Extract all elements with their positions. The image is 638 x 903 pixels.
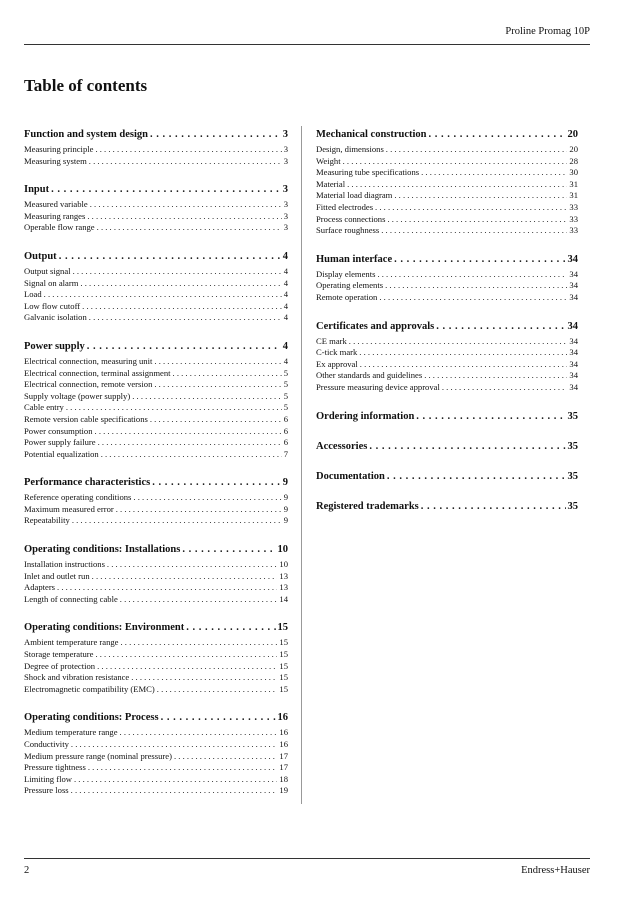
toc-entry-page: 5 bbox=[283, 367, 288, 378]
toc-entry-label: Measuring principle bbox=[24, 144, 94, 154]
dot-leader bbox=[174, 751, 277, 763]
dot-leader bbox=[116, 504, 282, 516]
toc-entry-page: 3 bbox=[283, 155, 288, 166]
toc-section-heading-page: 35 bbox=[567, 500, 578, 512]
toc-entry-label: Low flow cutoff bbox=[24, 300, 81, 311]
toc-entry-label: Supply voltage (power supply) bbox=[24, 390, 131, 401]
toc-entry[interactable] bbox=[24, 312, 288, 324]
toc-entry[interactable] bbox=[316, 190, 578, 202]
toc-entry-label: Pressure tightness bbox=[24, 762, 86, 773]
dot-leader bbox=[416, 410, 565, 424]
toc-entry-label: Electrical connection, terminal assignment bbox=[24, 367, 171, 378]
toc-section-heading-page: 9 bbox=[282, 477, 288, 489]
footer-brand: Endress+Hauser bbox=[521, 865, 590, 876]
toc-entry[interactable] bbox=[24, 637, 288, 649]
toc-entry-page: 34 bbox=[569, 268, 578, 279]
toc-entry-label: Adapters bbox=[24, 582, 56, 593]
toc-section-heading-label: Output bbox=[24, 250, 57, 262]
toc-section-heading[interactable] bbox=[24, 711, 288, 725]
toc-section-heading[interactable] bbox=[316, 128, 578, 142]
toc-section-heading[interactable] bbox=[24, 128, 288, 142]
toc-section bbox=[24, 476, 288, 527]
toc-entry-label: Electrical connection, remote version bbox=[24, 379, 153, 390]
toc-entry-label: Remote version cable specifications bbox=[24, 413, 148, 424]
toc-entry-page: 4 bbox=[283, 300, 288, 311]
dot-leader bbox=[359, 347, 567, 359]
dot-leader bbox=[161, 711, 276, 725]
toc-entry[interactable] bbox=[24, 379, 288, 391]
column-divider bbox=[301, 126, 302, 804]
dot-leader bbox=[95, 426, 282, 438]
dot-leader bbox=[133, 492, 281, 504]
toc-entry[interactable] bbox=[24, 144, 288, 156]
dot-leader bbox=[157, 684, 278, 696]
toc-entry[interactable] bbox=[24, 356, 288, 368]
dot-leader bbox=[89, 312, 282, 324]
toc-section-heading-label: Mechanical construction bbox=[316, 129, 427, 140]
toc-entry[interactable] bbox=[316, 156, 578, 168]
dot-leader bbox=[71, 785, 278, 797]
toc-entry[interactable] bbox=[316, 292, 578, 304]
toc-entry-page: 16 bbox=[279, 739, 288, 749]
toc-entry-page: 6 bbox=[283, 413, 288, 424]
toc-section-heading-page: 35 bbox=[567, 440, 578, 452]
toc-entry-page: 3 bbox=[283, 222, 288, 233]
toc-entry[interactable] bbox=[316, 202, 578, 214]
toc-entry[interactable] bbox=[316, 370, 578, 382]
toc-entry-page: 9 bbox=[283, 503, 288, 514]
dot-leader bbox=[66, 402, 282, 414]
toc-entry-label: Power supply failure bbox=[24, 437, 96, 448]
toc-entry-page: 34 bbox=[569, 335, 578, 346]
dot-leader bbox=[120, 594, 278, 606]
dot-leader bbox=[120, 727, 278, 739]
toc-entry-label: Potential equalization bbox=[24, 448, 99, 459]
toc-section bbox=[24, 621, 288, 695]
toc-entry[interactable] bbox=[316, 214, 578, 226]
toc-entry-label: Limiting flow bbox=[24, 773, 72, 784]
dot-leader bbox=[82, 301, 282, 313]
toc-section-heading[interactable] bbox=[316, 470, 578, 484]
toc-entry[interactable] bbox=[24, 278, 288, 290]
toc-entry-label: Ambient temperature range bbox=[24, 637, 119, 648]
toc-section-heading-label: Human interface bbox=[316, 253, 393, 265]
dot-leader bbox=[387, 470, 566, 484]
toc-entry[interactable] bbox=[24, 684, 288, 696]
toc-section bbox=[24, 543, 288, 605]
toc-entry[interactable] bbox=[24, 199, 288, 211]
toc-entry-page: 31 bbox=[569, 178, 578, 189]
toc-entry-page: 34 bbox=[569, 280, 578, 291]
toc-entry-page: 31 bbox=[569, 190, 578, 201]
toc-entry[interactable] bbox=[24, 774, 288, 786]
toc-section-heading-label: Performance characteristics bbox=[24, 477, 151, 489]
toc-entry-page: 3 bbox=[283, 199, 288, 210]
toc-entry[interactable] bbox=[316, 382, 578, 394]
toc-section bbox=[316, 128, 578, 237]
toc-entry-page: 34 bbox=[569, 347, 578, 358]
dot-leader bbox=[89, 156, 282, 168]
toc-entry-label: Measuring ranges bbox=[24, 210, 86, 221]
toc-entry-label: Remote operation bbox=[316, 291, 378, 302]
toc-entry-label: Repeatability bbox=[24, 515, 70, 526]
toc-entry-label: Medium temperature range bbox=[24, 727, 118, 738]
toc-section-heading-page: 15 bbox=[277, 622, 288, 634]
toc-entry[interactable] bbox=[24, 559, 288, 571]
toc-entry-page: 15 bbox=[279, 683, 288, 694]
toc-entry[interactable] bbox=[24, 762, 288, 774]
toc-section bbox=[316, 253, 578, 304]
toc-entry-label: Weight bbox=[316, 155, 341, 166]
dot-leader bbox=[90, 199, 282, 211]
toc-section bbox=[316, 500, 578, 514]
toc-entry-page: 13 bbox=[279, 570, 288, 581]
toc-entry-page: 17 bbox=[279, 762, 288, 773]
toc-section bbox=[24, 183, 288, 234]
toc-entry-page: 5 bbox=[283, 402, 288, 413]
toc-section-heading[interactable] bbox=[24, 340, 288, 354]
dot-leader bbox=[150, 414, 282, 426]
dot-leader bbox=[92, 571, 278, 583]
dot-leader bbox=[381, 225, 567, 237]
dot-leader bbox=[369, 440, 565, 454]
toc-section-heading-label: Certificates and approvals bbox=[316, 320, 435, 332]
toc-entry-page: 4 bbox=[283, 312, 288, 323]
dot-leader bbox=[101, 449, 282, 461]
dot-leader bbox=[44, 289, 282, 301]
toc-entry-page: 6 bbox=[283, 437, 288, 448]
toc-entry[interactable] bbox=[24, 368, 288, 380]
toc-entry-page: 33 bbox=[569, 213, 578, 224]
toc-entry[interactable] bbox=[24, 449, 288, 461]
toc-entry-page: 16 bbox=[279, 727, 288, 738]
toc-entry-page: 19 bbox=[279, 785, 288, 796]
dot-leader bbox=[87, 211, 281, 223]
dot-leader bbox=[72, 515, 282, 527]
dot-leader bbox=[186, 621, 275, 635]
toc-entry[interactable] bbox=[24, 727, 288, 739]
toc-section bbox=[316, 320, 578, 394]
toc-entry-page: 4 bbox=[283, 289, 288, 300]
toc-section bbox=[316, 470, 578, 484]
dot-leader bbox=[385, 280, 567, 292]
toc-entry-page: 9 bbox=[283, 492, 288, 503]
toc-entry[interactable] bbox=[24, 211, 288, 223]
toc-section-heading-label: Accessories bbox=[316, 440, 368, 452]
toc-entry[interactable] bbox=[316, 179, 578, 191]
toc-entry-label: Maximum measured error bbox=[24, 503, 114, 514]
toc-entry-page: 34 bbox=[569, 370, 578, 381]
dot-leader bbox=[154, 356, 281, 368]
toc-entry-label: CE mark bbox=[316, 335, 347, 346]
toc-section-heading-page: 3 bbox=[282, 184, 288, 196]
toc-entry-page: 34 bbox=[569, 358, 578, 369]
dot-leader bbox=[360, 359, 568, 371]
dot-leader bbox=[436, 320, 565, 334]
toc-entry[interactable] bbox=[24, 661, 288, 673]
toc-entry-label: Display elements bbox=[316, 268, 376, 279]
toc-entry[interactable] bbox=[24, 266, 288, 278]
toc-section-heading-label: Ordering information bbox=[316, 410, 415, 422]
toc-entry-page: 17 bbox=[279, 750, 288, 761]
toc-entry-label: Output signal bbox=[24, 265, 71, 276]
toc-section-heading-page: 10 bbox=[277, 544, 288, 556]
toc-section-heading-label: Input bbox=[24, 184, 50, 196]
toc-section-heading-label: Operating conditions: Environment bbox=[24, 622, 185, 634]
page-number: 2 bbox=[24, 865, 30, 876]
dot-leader bbox=[59, 250, 281, 264]
dot-leader bbox=[95, 144, 281, 156]
toc-section-heading-page: 3 bbox=[282, 129, 288, 140]
dot-leader bbox=[379, 292, 567, 304]
toc-entry-page: 30 bbox=[569, 167, 578, 178]
toc-section bbox=[24, 340, 288, 460]
dot-leader bbox=[97, 661, 277, 673]
dot-leader bbox=[107, 559, 277, 571]
dot-leader bbox=[421, 167, 567, 179]
toc-entry-label: Electrical connection, measuring unit bbox=[24, 355, 153, 366]
toc-entry[interactable] bbox=[24, 301, 288, 313]
toc-entry[interactable] bbox=[316, 359, 578, 371]
toc-entry-page: 33 bbox=[569, 225, 578, 236]
page-title: Table of contents bbox=[24, 76, 148, 95]
toc-entry[interactable] bbox=[316, 269, 578, 281]
dot-leader bbox=[57, 582, 277, 594]
toc-section-heading-page: 34 bbox=[567, 253, 578, 265]
toc-entry-page: 4 bbox=[283, 355, 288, 366]
toc-section-heading[interactable] bbox=[316, 320, 578, 334]
dot-leader bbox=[95, 649, 277, 661]
dot-leader bbox=[71, 739, 278, 751]
header-rule bbox=[24, 44, 590, 45]
toc-section-heading-label: Operating conditions: Process bbox=[24, 712, 159, 724]
toc-entry-page: 5 bbox=[283, 379, 288, 390]
toc-entry[interactable] bbox=[24, 594, 288, 606]
toc-entry-page: 6 bbox=[283, 425, 288, 436]
dot-leader bbox=[154, 379, 281, 391]
dot-leader bbox=[152, 476, 281, 490]
toc-entry-page: 7 bbox=[283, 448, 288, 459]
toc-entry-label: Inlet and outlet run bbox=[24, 570, 90, 581]
dot-leader bbox=[88, 762, 278, 774]
toc-section-heading-label: Function and system design bbox=[24, 129, 148, 140]
toc-entry-label: Pressure loss bbox=[24, 785, 69, 796]
toc-entry[interactable] bbox=[316, 144, 578, 156]
dot-leader bbox=[424, 370, 567, 382]
toc-entry-page: 3 bbox=[283, 210, 288, 221]
dot-leader bbox=[98, 437, 282, 449]
toc-entry[interactable] bbox=[24, 289, 288, 301]
dot-leader bbox=[386, 144, 568, 156]
dot-leader bbox=[97, 222, 282, 234]
toc-section bbox=[316, 440, 578, 454]
toc-entry-label: Conductivity bbox=[24, 739, 69, 749]
dot-leader bbox=[87, 340, 281, 354]
toc-section bbox=[24, 250, 288, 324]
toc-entry-label: Storage temperature bbox=[24, 649, 94, 660]
dot-leader bbox=[394, 253, 565, 267]
toc-entry-page: 14 bbox=[279, 593, 288, 604]
toc-section-heading[interactable] bbox=[24, 183, 288, 197]
toc-section-heading[interactable] bbox=[316, 410, 578, 424]
toc-section-heading-page: 4 bbox=[282, 250, 288, 262]
toc-entry-page: 4 bbox=[283, 265, 288, 276]
dot-leader bbox=[150, 128, 281, 142]
toc-left-column bbox=[24, 128, 288, 813]
toc-entry[interactable] bbox=[24, 571, 288, 583]
toc-section bbox=[24, 128, 288, 167]
dot-leader bbox=[51, 183, 281, 197]
footer-rule bbox=[24, 858, 590, 859]
toc-entry-page: 33 bbox=[569, 201, 578, 212]
toc-entry-label: Ex approval bbox=[316, 358, 358, 369]
toc-section-heading[interactable] bbox=[24, 476, 288, 490]
toc-entry-page: 20 bbox=[569, 144, 578, 154]
toc-entry[interactable] bbox=[24, 222, 288, 234]
toc-entry[interactable] bbox=[24, 739, 288, 751]
document-header-title: Proline Promag 10P bbox=[505, 26, 590, 37]
toc-entry-page: 15 bbox=[279, 637, 288, 648]
toc-entry[interactable] bbox=[24, 391, 288, 403]
toc-entry-page: 34 bbox=[569, 381, 578, 392]
toc-entry-label: Signal on alarm bbox=[24, 277, 79, 288]
toc-entry[interactable] bbox=[316, 347, 578, 359]
toc-section-heading[interactable] bbox=[24, 621, 288, 635]
dot-leader bbox=[375, 202, 567, 214]
toc-section-heading-page: 34 bbox=[567, 320, 578, 332]
dot-leader bbox=[442, 382, 568, 394]
toc-section-heading-label: Power supply bbox=[24, 340, 85, 352]
toc-entry[interactable] bbox=[24, 582, 288, 594]
toc-right-column bbox=[316, 128, 578, 530]
toc-entry-page: 15 bbox=[279, 660, 288, 671]
toc-entry-label: Pressure measuring device approval bbox=[316, 381, 440, 392]
toc-entry-page: 3 bbox=[283, 144, 288, 154]
toc-entry-label: Electromagnetic compatibility (EMC) bbox=[24, 683, 155, 694]
toc-entry-label: Operable flow range bbox=[24, 222, 95, 233]
toc-entry-page: 9 bbox=[283, 515, 288, 526]
toc-entry-label: Material load diagram bbox=[316, 190, 393, 201]
toc-entry-label: Operating elements bbox=[316, 280, 384, 291]
toc-entry-page: 13 bbox=[279, 582, 288, 593]
toc-entry-label: Shock and vibration resistance bbox=[24, 672, 130, 683]
toc-entry-label: Load bbox=[24, 289, 42, 300]
toc-section-heading[interactable] bbox=[24, 543, 288, 557]
dot-leader bbox=[429, 128, 566, 142]
toc-entry[interactable] bbox=[24, 414, 288, 426]
dot-leader bbox=[80, 278, 281, 290]
dot-leader bbox=[182, 543, 275, 557]
toc-entry-label: Galvanic isolation bbox=[24, 312, 87, 323]
toc-entry-label: Measuring tube specifications bbox=[316, 167, 420, 178]
toc-entry[interactable] bbox=[24, 492, 288, 504]
toc-section-heading[interactable] bbox=[316, 253, 578, 267]
toc-entry[interactable] bbox=[24, 402, 288, 414]
toc-entry[interactable] bbox=[24, 785, 288, 797]
toc-entry-label: Power consumption bbox=[24, 425, 93, 436]
dot-leader bbox=[394, 190, 567, 202]
toc-entry-label: Reference operating conditions bbox=[24, 492, 132, 503]
toc-entry[interactable] bbox=[24, 751, 288, 763]
toc-entry-label: Material bbox=[316, 178, 346, 189]
toc-section-heading[interactable] bbox=[24, 250, 288, 264]
toc-entry-label: Design, dimensions bbox=[316, 144, 384, 154]
dot-leader bbox=[131, 672, 277, 684]
toc-entry[interactable] bbox=[24, 156, 288, 168]
dot-leader bbox=[387, 214, 567, 226]
toc-section-heading-label: Operating conditions: Installations bbox=[24, 544, 181, 556]
toc-entry-label: Measuring system bbox=[24, 155, 87, 166]
toc-entry[interactable] bbox=[24, 437, 288, 449]
dot-leader bbox=[121, 637, 278, 649]
toc-section bbox=[24, 711, 288, 797]
toc-entry-label: Measured variable bbox=[24, 199, 88, 210]
toc-entry-label: Surface roughness bbox=[316, 225, 380, 236]
toc-entry-label: Length of connecting cable bbox=[24, 593, 118, 604]
dot-leader bbox=[343, 156, 568, 168]
dot-leader bbox=[377, 269, 567, 281]
toc-entry[interactable] bbox=[24, 426, 288, 438]
dot-leader bbox=[74, 774, 277, 786]
toc-section-heading-label: Registered trademarks bbox=[316, 500, 419, 512]
toc-section-heading-page: 35 bbox=[567, 410, 578, 422]
dot-leader bbox=[173, 368, 282, 380]
toc-section-heading-label: Documentation bbox=[316, 470, 385, 482]
toc-entry[interactable] bbox=[316, 225, 578, 237]
toc-entry-label: Degree of protection bbox=[24, 660, 96, 671]
toc-entry-label: Process connections bbox=[316, 213, 386, 224]
dot-leader bbox=[421, 500, 566, 514]
toc-section-heading[interactable] bbox=[316, 500, 578, 514]
toc-entry-page: 4 bbox=[283, 277, 288, 288]
toc-entry-page: 5 bbox=[283, 390, 288, 401]
toc-section-heading-page: 35 bbox=[567, 470, 578, 482]
toc-entry[interactable] bbox=[24, 515, 288, 527]
dot-leader bbox=[132, 391, 281, 403]
toc-entry[interactable] bbox=[24, 504, 288, 516]
toc-entry[interactable] bbox=[24, 649, 288, 661]
dot-leader bbox=[349, 336, 568, 348]
toc-entry-label: Cable entry bbox=[24, 402, 64, 413]
toc-entry-page: 15 bbox=[279, 649, 288, 660]
toc-section bbox=[316, 410, 578, 424]
toc-section-heading-page: 20 bbox=[567, 129, 578, 140]
toc-entry-page: 15 bbox=[279, 672, 288, 683]
toc-entry-label: Installation instructions bbox=[24, 559, 105, 570]
toc-entry-label: Fitted electrodes bbox=[316, 201, 374, 212]
toc-section-heading-page: 16 bbox=[277, 712, 288, 724]
toc-entry[interactable] bbox=[316, 280, 578, 292]
toc-section-heading[interactable] bbox=[316, 440, 578, 454]
toc-entry[interactable] bbox=[24, 672, 288, 684]
toc-entry[interactable] bbox=[316, 167, 578, 179]
toc-entry-label: C-tick mark bbox=[316, 347, 358, 358]
toc-entry[interactable] bbox=[316, 336, 578, 348]
toc-entry-label: Medium pressure range (nominal pressure) bbox=[24, 750, 172, 761]
toc-entry-page: 18 bbox=[279, 773, 288, 784]
toc-entry-page: 28 bbox=[569, 155, 578, 166]
dot-leader bbox=[347, 179, 567, 191]
toc-entry-page: 10 bbox=[279, 559, 288, 570]
toc-section-heading-page: 4 bbox=[282, 340, 288, 352]
dot-leader bbox=[73, 266, 282, 278]
toc-entry-label: Other standards and guidelines bbox=[316, 370, 423, 381]
toc-entry-page: 34 bbox=[569, 291, 578, 302]
